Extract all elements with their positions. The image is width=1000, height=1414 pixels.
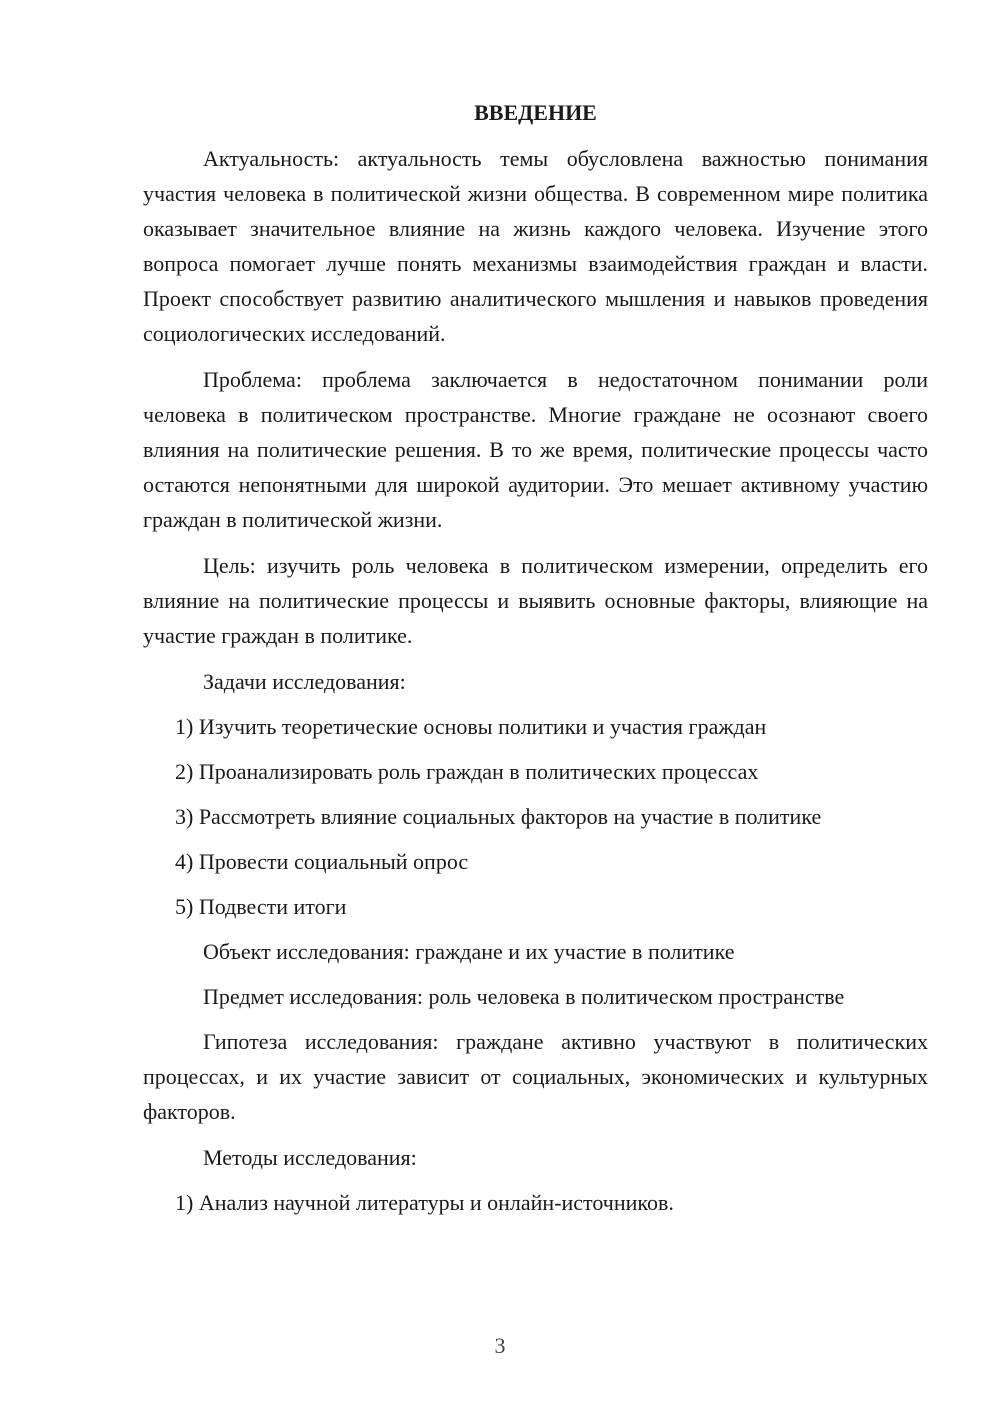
tasks-heading: Задачи исследования:	[203, 669, 406, 694]
document-title: ВВЕДЕНИЕ	[474, 100, 597, 125]
document-body	[143, 95, 928, 1230]
task-item: 2) Проанализировать роль граждан в политических процессах	[175, 759, 759, 784]
page-number: 3	[494, 1333, 506, 1358]
task-item: 1) Изучить теоретические основы политики и участия граждан	[175, 714, 767, 739]
task-item: 3) Рассмотреть влияние социальных факторов на участие в политике	[175, 804, 822, 829]
research-object: Объект исследования: граждане и их участие в политике	[203, 939, 735, 964]
goal-paragraph: Цель: изучить роль человека в политическом измерении, определить его влияние на политические процессы и выявить основные факторы, влияющие на участие граждан в политике.	[143, 553, 928, 648]
research-subject: Предмет исследования: роль человека в политическом пространстве	[203, 984, 845, 1009]
relevance-paragraph: Актуальность: актуальность темы обусловлена важностью понимания участия человека в политической жизни общества. В современном мире политика оказывает значительное влияние на жизнь каждого человека. Изучение этого вопроса помогает лучше понять механизмы взаимодействия граждан и власти. Проект способствует развитию аналитического мышления и навыков проведения социологических исследований.	[143, 146, 928, 346]
problem-paragraph: Проблема: проблема заключается в недостаточном понимании роли человека в политическом пространстве. Многие граждане не осознают своего влияния на политические решения. В то же время, политические процессы часто остаются непонятными для широкой аудитории. Это мешает активному участию граждан в политической жизни.	[143, 367, 928, 532]
method-item: 1) Анализ научной литературы и онлайн-источников.	[175, 1190, 674, 1215]
hypothesis-paragraph: Гипотеза исследования: граждане активно участвуют в политических процессах, и их участие зависит от социальных, экономических и культурных факторов.	[143, 1029, 928, 1124]
methods-heading: Методы исследования:	[203, 1145, 417, 1170]
task-item: 4) Провести социальный опрос	[175, 849, 469, 874]
task-item: 5) Подвести итоги	[175, 894, 347, 919]
